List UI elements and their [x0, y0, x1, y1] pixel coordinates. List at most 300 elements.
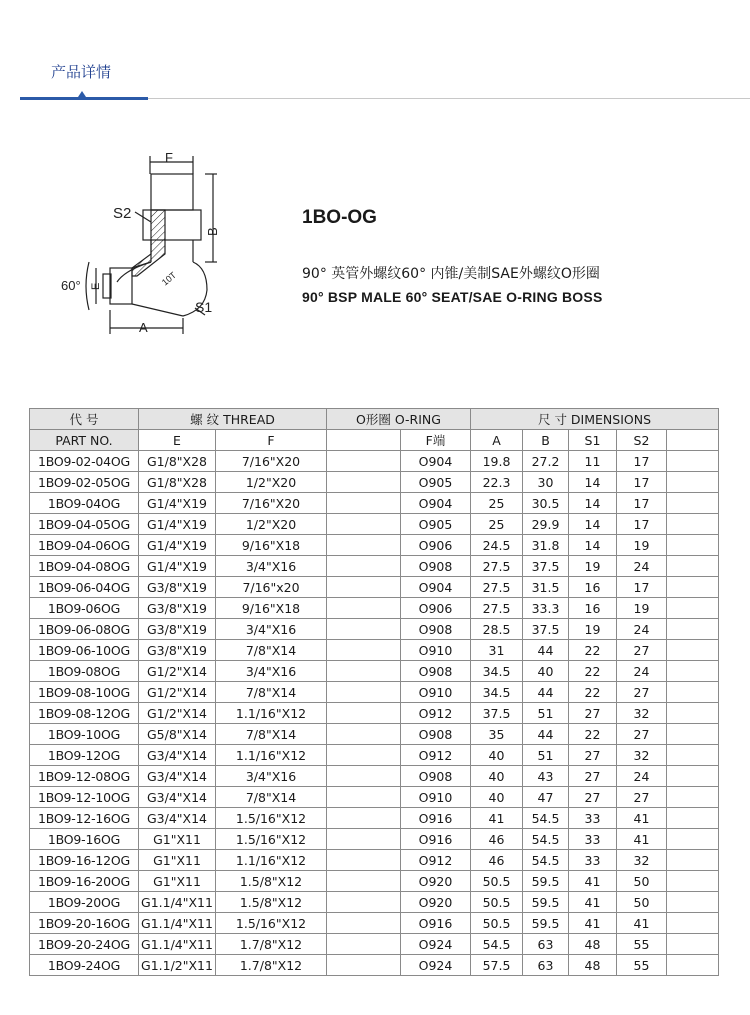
cell-dim-b: 59.5: [523, 913, 569, 934]
cell-thread-f: 1.7/8"X12: [216, 934, 327, 955]
table-row: [30, 514, 719, 535]
header-thread: 螺 纹 THREAD: [139, 409, 327, 430]
cell-extra-blank: [667, 829, 719, 850]
cell-thread-e: G1/4"X19: [139, 556, 216, 577]
header-b: B: [523, 430, 569, 451]
cell-dim-b: 31.5: [523, 577, 569, 598]
cell-oring-f-end: O906: [401, 535, 471, 556]
cell-extra-blank: [667, 955, 719, 976]
cell-part-no: 1BO9-06-10OG: [30, 640, 139, 661]
cell-thread-e: G1/2"X14: [139, 703, 216, 724]
cell-oring-f-end: O916: [401, 913, 471, 934]
cell-oring-blank: [327, 493, 401, 514]
cell-thread-f: 3/4"X16: [216, 766, 327, 787]
cell-thread-f: 1.7/8"X12: [216, 955, 327, 976]
header-code: 代 号: [30, 409, 139, 430]
cell-dim-b: 40: [523, 661, 569, 682]
cell-dim-s2: 17: [617, 451, 667, 472]
cell-extra-blank: [667, 661, 719, 682]
cell-thread-e: G3/8"X19: [139, 640, 216, 661]
cell-dim-s2: 41: [617, 913, 667, 934]
cell-dim-b: 44: [523, 640, 569, 661]
cell-dim-s1: 33: [569, 850, 617, 871]
cell-dim-s1: 27: [569, 766, 617, 787]
cell-thread-e: G3/4"X14: [139, 808, 216, 829]
cell-oring-f-end: O904: [401, 493, 471, 514]
label-s1: S1: [195, 299, 213, 315]
cell-thread-f: 7/8"X14: [216, 724, 327, 745]
cell-oring-f-end: O912: [401, 745, 471, 766]
cell-dim-s2: 24: [617, 619, 667, 640]
cell-oring-blank: [327, 808, 401, 829]
header-dimensions: 尺 寸 DIMENSIONS: [471, 409, 719, 430]
cell-oring-blank: [327, 745, 401, 766]
cell-thread-e: G1"X11: [139, 829, 216, 850]
cell-part-no: 1BO9-02-05OG: [30, 472, 139, 493]
cell-part-no: 1BO9-20OG: [30, 892, 139, 913]
cell-thread-e: G1.1/2"X11: [139, 955, 216, 976]
cell-oring-f-end: O906: [401, 598, 471, 619]
cell-part-no: 1BO9-20-24OG: [30, 934, 139, 955]
cell-thread-f: 1.5/8"X12: [216, 892, 327, 913]
cell-dim-a: 57.5: [471, 955, 523, 976]
cell-oring-f-end: O924: [401, 934, 471, 955]
cell-extra-blank: [667, 787, 719, 808]
cell-dim-s1: 48: [569, 955, 617, 976]
cell-part-no: 1BO9-04OG: [30, 493, 139, 514]
cell-thread-f: 3/4"X16: [216, 619, 327, 640]
cell-dim-s2: 55: [617, 934, 667, 955]
cell-part-no: 1BO9-12-10OG: [30, 787, 139, 808]
cell-thread-e: G1.1/4"X11: [139, 892, 216, 913]
cell-part-no: 1BO9-06-04OG: [30, 577, 139, 598]
cell-thread-e: G3/8"X19: [139, 577, 216, 598]
cell-part-no: 1BO9-04-08OG: [30, 556, 139, 577]
cell-oring-blank: [327, 682, 401, 703]
cell-dim-s1: 14: [569, 535, 617, 556]
cell-thread-f: 3/4"X16: [216, 661, 327, 682]
cell-thread-e: G3/4"X14: [139, 787, 216, 808]
header-f-end: F端: [401, 430, 471, 451]
cell-dim-a: 40: [471, 766, 523, 787]
table-row: [30, 493, 719, 514]
cell-oring-blank: [327, 661, 401, 682]
cell-thread-f: 7/16"X20: [216, 451, 327, 472]
cell-dim-b: 33.3: [523, 598, 569, 619]
cell-thread-e: G1/4"X19: [139, 535, 216, 556]
cell-dim-b: 43: [523, 766, 569, 787]
cell-thread-f: 1.1/16"X12: [216, 850, 327, 871]
cell-thread-f: 9/16"X18: [216, 535, 327, 556]
product-model: 1BO-OG: [302, 207, 377, 228]
cell-dim-s1: 48: [569, 934, 617, 955]
cell-oring-f-end: O904: [401, 451, 471, 472]
spec-table: [29, 408, 719, 976]
table-row: [30, 955, 719, 976]
cell-dim-b: 63: [523, 934, 569, 955]
cell-thread-f: 1/2"X20: [216, 514, 327, 535]
cell-oring-blank: [327, 577, 401, 598]
cell-dim-b: 59.5: [523, 892, 569, 913]
cell-dim-a: 41: [471, 808, 523, 829]
cell-dim-b: 54.5: [523, 850, 569, 871]
header-part-no: PART NO.: [30, 430, 139, 451]
cell-oring-f-end: O912: [401, 703, 471, 724]
cell-dim-b: 47: [523, 787, 569, 808]
cell-dim-a: 50.5: [471, 913, 523, 934]
cell-thread-f: 1.5/16"X12: [216, 829, 327, 850]
cell-thread-e: G3/8"X19: [139, 619, 216, 640]
cell-dim-s2: 24: [617, 556, 667, 577]
cell-dim-a: 50.5: [471, 871, 523, 892]
section-accent-bar: [20, 97, 148, 100]
cell-part-no: 1BO9-08-10OG: [30, 682, 139, 703]
cell-dim-s1: 16: [569, 598, 617, 619]
cell-dim-s2: 41: [617, 829, 667, 850]
cell-extra-blank: [667, 808, 719, 829]
cell-thread-e: G1"X11: [139, 850, 216, 871]
cell-dim-s1: 22: [569, 661, 617, 682]
cell-oring-f-end: O912: [401, 850, 471, 871]
cell-dim-a: 35: [471, 724, 523, 745]
cell-thread-f: 3/4"X16: [216, 556, 327, 577]
table-row: [30, 724, 719, 745]
cell-part-no: 1BO9-08OG: [30, 661, 139, 682]
cell-extra-blank: [667, 493, 719, 514]
cell-dim-s2: 55: [617, 955, 667, 976]
cell-oring-blank: [327, 703, 401, 724]
cell-dim-s1: 14: [569, 472, 617, 493]
cell-dim-a: 31: [471, 640, 523, 661]
cell-dim-s2: 27: [617, 787, 667, 808]
cell-oring-f-end: O916: [401, 829, 471, 850]
label-angle: 60°: [61, 278, 81, 293]
header-oring: O形圈 O-RING: [327, 409, 471, 430]
label-e: E: [90, 282, 102, 290]
cell-oring-f-end: O908: [401, 619, 471, 640]
cell-dim-s2: 17: [617, 493, 667, 514]
cell-oring-f-end: O908: [401, 661, 471, 682]
cell-oring-f-end: O905: [401, 472, 471, 493]
table-row: [30, 451, 719, 472]
product-description-en: 90° BSP MALE 60° SEAT/SAE O-RING BOSS: [302, 289, 603, 305]
cell-extra-blank: [667, 577, 719, 598]
cell-oring-f-end: O910: [401, 682, 471, 703]
cell-dim-s1: 41: [569, 892, 617, 913]
cell-oring-f-end: O905: [401, 514, 471, 535]
table-row: [30, 829, 719, 850]
cell-dim-s1: 11: [569, 451, 617, 472]
cell-oring-blank: [327, 640, 401, 661]
cell-dim-b: 29.9: [523, 514, 569, 535]
table-row: [30, 661, 719, 682]
cell-dim-a: 27.5: [471, 556, 523, 577]
cell-part-no: 1BO9-08-12OG: [30, 703, 139, 724]
cell-extra-blank: [667, 703, 719, 724]
cell-dim-b: 51: [523, 745, 569, 766]
cell-dim-s1: 27: [569, 745, 617, 766]
cell-oring-blank: [327, 766, 401, 787]
cell-thread-e: G3/4"X14: [139, 766, 216, 787]
cell-dim-s2: 19: [617, 535, 667, 556]
cell-dim-b: 54.5: [523, 829, 569, 850]
cell-part-no: 1BO9-16-20OG: [30, 871, 139, 892]
cell-dim-a: 24.5: [471, 535, 523, 556]
cell-dim-s1: 41: [569, 871, 617, 892]
cell-dim-a: 27.5: [471, 577, 523, 598]
table-row: [30, 598, 719, 619]
cell-dim-s2: 50: [617, 871, 667, 892]
cell-extra-blank: [667, 472, 719, 493]
cell-dim-s1: 41: [569, 913, 617, 934]
cell-dim-a: 22.3: [471, 472, 523, 493]
cell-oring-f-end: O908: [401, 766, 471, 787]
cell-oring-blank: [327, 535, 401, 556]
label-code: 10T: [159, 269, 179, 288]
cell-oring-blank: [327, 514, 401, 535]
header-extra-blank: [667, 430, 719, 451]
cell-dim-b: 27.2: [523, 451, 569, 472]
cell-dim-b: 54.5: [523, 808, 569, 829]
cell-thread-e: G3/4"X14: [139, 745, 216, 766]
cell-extra-blank: [667, 913, 719, 934]
cell-thread-f: 1.1/16"X12: [216, 703, 327, 724]
cell-dim-a: 25: [471, 493, 523, 514]
cell-dim-b: 30: [523, 472, 569, 493]
cell-oring-f-end: O920: [401, 871, 471, 892]
header-f: F: [216, 430, 327, 451]
cell-dim-s1: 33: [569, 829, 617, 850]
cell-dim-s2: 24: [617, 766, 667, 787]
cell-part-no: 1BO9-04-06OG: [30, 535, 139, 556]
cell-oring-f-end: O908: [401, 724, 471, 745]
cell-dim-b: 37.5: [523, 619, 569, 640]
cell-dim-a: 46: [471, 829, 523, 850]
table-row: [30, 913, 719, 934]
cell-thread-e: G3/8"X19: [139, 598, 216, 619]
table-row: [30, 787, 719, 808]
cell-oring-blank: [327, 955, 401, 976]
cell-dim-a: 46: [471, 850, 523, 871]
cell-extra-blank: [667, 619, 719, 640]
cell-thread-f: 7/8"X14: [216, 787, 327, 808]
cell-thread-e: G1/2"X14: [139, 682, 216, 703]
cell-dim-s1: 22: [569, 724, 617, 745]
cell-dim-a: 19.8: [471, 451, 523, 472]
cell-extra-blank: [667, 871, 719, 892]
spec-table-body: [30, 451, 719, 976]
cell-extra-blank: [667, 451, 719, 472]
table-row: [30, 808, 719, 829]
cell-dim-s1: 22: [569, 682, 617, 703]
cell-dim-b: 44: [523, 724, 569, 745]
cell-dim-b: 59.5: [523, 871, 569, 892]
cell-dim-a: 28.5: [471, 619, 523, 640]
cell-dim-b: 31.8: [523, 535, 569, 556]
table-row: [30, 766, 719, 787]
cell-thread-e: G1/8"X28: [139, 472, 216, 493]
cell-part-no: 1BO9-24OG: [30, 955, 139, 976]
cell-dim-s2: 24: [617, 661, 667, 682]
cell-thread-e: G1/4"X19: [139, 493, 216, 514]
cell-dim-a: 27.5: [471, 598, 523, 619]
cell-thread-f: 1.5/16"X12: [216, 808, 327, 829]
cell-oring-f-end: O920: [401, 892, 471, 913]
cell-dim-s1: 33: [569, 808, 617, 829]
cell-dim-b: 30.5: [523, 493, 569, 514]
cell-dim-a: 34.5: [471, 661, 523, 682]
cell-thread-e: G1/4"X19: [139, 514, 216, 535]
cell-extra-blank: [667, 535, 719, 556]
cell-thread-e: G1/8"X28: [139, 451, 216, 472]
cell-part-no: 1BO9-16OG: [30, 829, 139, 850]
cell-extra-blank: [667, 514, 719, 535]
cell-oring-blank: [327, 850, 401, 871]
label-f: F: [165, 150, 173, 165]
cell-extra-blank: [667, 850, 719, 871]
cell-dim-s2: 41: [617, 808, 667, 829]
cell-part-no: 1BO9-02-04OG: [30, 451, 139, 472]
cell-oring-f-end: O916: [401, 808, 471, 829]
header-a: A: [471, 430, 523, 451]
cell-part-no: 1BO9-04-05OG: [30, 514, 139, 535]
cell-oring-blank: [327, 598, 401, 619]
cell-dim-s2: 32: [617, 703, 667, 724]
cell-thread-f: 1/2"X20: [216, 472, 327, 493]
cell-thread-f: 7/8"X14: [216, 640, 327, 661]
cell-thread-e: G1.1/4"X11: [139, 934, 216, 955]
cell-dim-b: 37.5: [523, 556, 569, 577]
table-row: [30, 619, 719, 640]
table-row: [30, 640, 719, 661]
cell-dim-a: 54.5: [471, 934, 523, 955]
cell-oring-blank: [327, 787, 401, 808]
cell-dim-s1: 14: [569, 514, 617, 535]
cell-oring-blank: [327, 451, 401, 472]
cell-oring-f-end: O910: [401, 787, 471, 808]
cell-dim-s2: 17: [617, 577, 667, 598]
cell-extra-blank: [667, 766, 719, 787]
cell-thread-e: G1.1/4"X11: [139, 913, 216, 934]
cell-dim-s1: 16: [569, 577, 617, 598]
section-accent-notch: [78, 91, 86, 97]
header-s2: S2: [617, 430, 667, 451]
header-s1: S1: [569, 430, 617, 451]
table-row: [30, 682, 719, 703]
cell-dim-a: 37.5: [471, 703, 523, 724]
cell-dim-a: 25: [471, 514, 523, 535]
cell-thread-e: G1"X11: [139, 871, 216, 892]
cell-dim-b: 51: [523, 703, 569, 724]
cell-part-no: 1BO9-06OG: [30, 598, 139, 619]
cell-thread-e: G5/8"X14: [139, 724, 216, 745]
cell-dim-s2: 32: [617, 850, 667, 871]
table-row: [30, 850, 719, 871]
cell-oring-f-end: O908: [401, 556, 471, 577]
cell-dim-s2: 17: [617, 472, 667, 493]
cell-dim-b: 44: [523, 682, 569, 703]
label-a: A: [139, 320, 148, 335]
cell-thread-f: 7/16"X20: [216, 493, 327, 514]
cell-thread-f: 7/8"X14: [216, 682, 327, 703]
product-description-cn: 90° 英管外螺纹60° 内锥/美制SAE外螺纹O形圈: [302, 266, 600, 282]
cell-dim-a: 40: [471, 787, 523, 808]
cell-dim-s1: 19: [569, 556, 617, 577]
cell-oring-blank: [327, 472, 401, 493]
cell-thread-f: 1.1/16"X12: [216, 745, 327, 766]
header-e: E: [139, 430, 216, 451]
cell-part-no: 1BO9-10OG: [30, 724, 139, 745]
cell-dim-s1: 27: [569, 703, 617, 724]
cell-extra-blank: [667, 682, 719, 703]
cell-extra-blank: [667, 892, 719, 913]
cell-extra-blank: [667, 724, 719, 745]
table-row: [30, 556, 719, 577]
cell-thread-f: 1.5/8"X12: [216, 871, 327, 892]
cell-dim-s1: 14: [569, 493, 617, 514]
cell-dim-s2: 27: [617, 682, 667, 703]
cell-extra-blank: [667, 556, 719, 577]
cell-oring-blank: [327, 892, 401, 913]
cell-oring-blank: [327, 871, 401, 892]
cell-oring-blank: [327, 619, 401, 640]
table-row: [30, 871, 719, 892]
cell-thread-f: 1.5/16"X12: [216, 913, 327, 934]
cell-part-no: 1BO9-12-08OG: [30, 766, 139, 787]
fitting-drawing: [55, 150, 240, 340]
cell-dim-s1: 22: [569, 640, 617, 661]
cell-dim-s2: 17: [617, 514, 667, 535]
cell-oring-blank: [327, 829, 401, 850]
table-row: [30, 577, 719, 598]
cell-dim-a: 34.5: [471, 682, 523, 703]
cell-thread-f: 9/16"X18: [216, 598, 327, 619]
cell-dim-s1: 19: [569, 619, 617, 640]
section-title: 产品详情: [51, 63, 112, 81]
cell-thread-e: G1/2"X14: [139, 661, 216, 682]
cell-dim-a: 50.5: [471, 892, 523, 913]
cell-oring-f-end: O910: [401, 640, 471, 661]
table-row: [30, 892, 719, 913]
cell-thread-f: 7/16"x20: [216, 577, 327, 598]
table-row: [30, 472, 719, 493]
cell-part-no: 1BO9-12-16OG: [30, 808, 139, 829]
table-row: [30, 535, 719, 556]
cell-oring-f-end: O904: [401, 577, 471, 598]
header-oring-blank: [327, 430, 401, 451]
cell-dim-s2: 27: [617, 640, 667, 661]
cell-part-no: 1BO9-20-16OG: [30, 913, 139, 934]
cell-dim-s2: 27: [617, 724, 667, 745]
cell-dim-s2: 19: [617, 598, 667, 619]
cell-oring-blank: [327, 913, 401, 934]
cell-oring-blank: [327, 724, 401, 745]
label-b: B: [205, 227, 220, 236]
cell-dim-b: 63: [523, 955, 569, 976]
table-row: [30, 745, 719, 766]
cell-dim-a: 40: [471, 745, 523, 766]
table-row: [30, 703, 719, 724]
cell-part-no: 1BO9-12OG: [30, 745, 139, 766]
cell-oring-f-end: O924: [401, 955, 471, 976]
cell-part-no: 1BO9-06-08OG: [30, 619, 139, 640]
cell-oring-blank: [327, 934, 401, 955]
cell-dim-s2: 32: [617, 745, 667, 766]
cell-dim-s2: 50: [617, 892, 667, 913]
cell-extra-blank: [667, 598, 719, 619]
label-s2: S2: [113, 205, 132, 222]
cell-extra-blank: [667, 640, 719, 661]
